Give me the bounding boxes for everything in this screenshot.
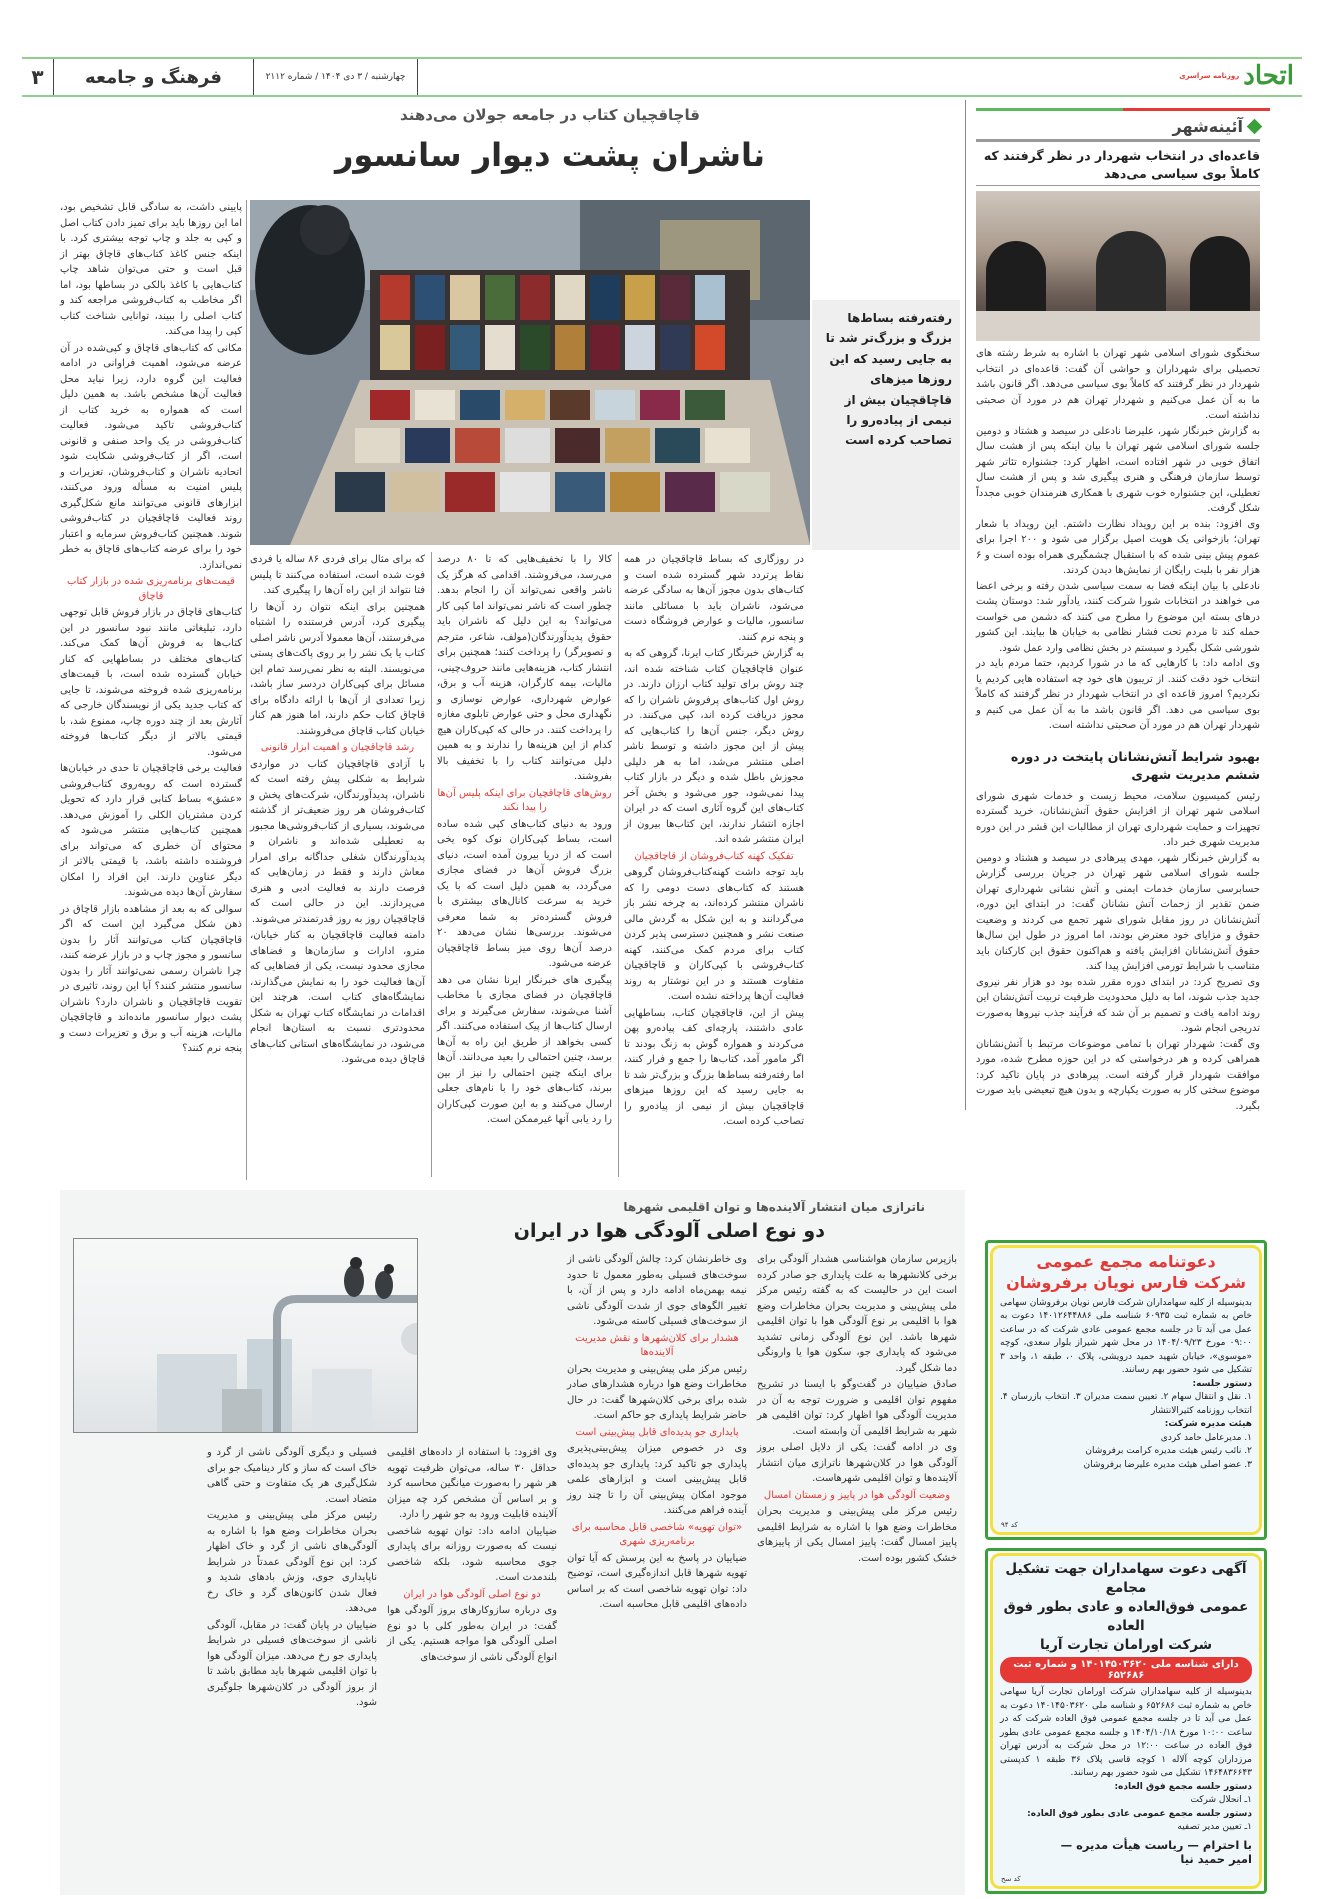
paragraph: ضیاییان در پایان گفت: در مقابل، آلودگی ناشی از سوخت‌های فسیلی در شرایط پایداری جو رخ می‌دهد. میزان آلودگی هوا با توان اقلیمی شهرها باید مطابق باشد تا از بروز آلودگی در کلان‌شهرها جلوگیری شود.	[207, 1619, 377, 1708]
paragraph: ضیاییان در پاسخ به این پرسش که آیا توان تهویه شهرها قابل اندازه‌گیری است، توضیح داد: توان تهویه شاخصی است که بر اساس داده‌های اقلیمی قابل محاسبه است.	[567, 1552, 747, 1610]
ad1-body: بدینوسیله از کلیه سهامداران شرکت فارس نویان برفروشان سهامی خاص به شماره ثبت ۶۰۹۳۵ شناسه ملی ۱۴۰۱۲۶۴۴۸۸۶ دعوت به عمل می آید تا در جلسه مجمع عمومی عادی شرکت که در ساعت ۰۹:۰۰ مورخ ۱۴۰۴/۰۹/۲۳ در محل شهر شیراز بلوار سعدی، کوچه «موسوی»، خیابان شهید حمید درویشی، پلاک ۰، طبقه ۱، واحد ۳ تشکیل می شود حضور بهم رسانند.	[1000, 1297, 1252, 1376]
bottom-column-1	[757, 1252, 957, 1882]
subheading: دو نوع اصلی آلودگی هوا در ایران	[403, 1588, 541, 1600]
ad1-board-1: ۱. مدیرعامل حامد کردی	[1160, 1432, 1252, 1443]
ad2-agenda1-title: دستور جلسه مجمع فوق العاده:	[1114, 1781, 1252, 1792]
ad1-agenda-title: دستور جلسه:	[1192, 1378, 1252, 1389]
ad2-agenda1-item: ۱ـ انحلال شرکت	[1190, 1795, 1252, 1806]
paragraph: صادق ضیاییان در گفت‌وگو با ایسنا در تشریح مفهوم توان اقلیمی و ضرورت توجه به آن در مدیریت آلودگی هوا اظهار کرد: توان اقلیمی هر شهر به شرایط اقلیمی آن وابسته است.	[757, 1379, 957, 1437]
paragraph: پیگیری های خبرنگار ایرنا نشان می دهد قاچاقچیان در فضای مجازی با مخاطب آشنا می‌شوند، سفارش می‌گیرند و برای ارسال کتاب‌ها از پیک استفاده می‌کنند. اگر کسی بخواهد از طریق این راه به آن‌ها برسد، چنین احتمالی را بعید می‌دانند. آن‌ها برای اینکه چنین احتمالی را نیز از بین ببرند، کتاب‌های خود را با نام‌های جعلی ارسال می‌کنند و به این صورت کپی‌کاران را رد یابی آنها غیرممکن است.	[437, 974, 612, 1125]
sidebar-story1-body	[976, 346, 1260, 734]
paragraph: فسیلی و دیگری آلودگی ناشی از گرد و خاک است که ساز و کار دینامیک جو برای شکل‌گیری هر یک متفاوت و حتی گاهی متضاد است.	[207, 1447, 377, 1505]
paragraph: که برای مثال برای فردی ۸۶ ساله یا فردی فوت شده است، استفاده می‌کنند تا پلیس فتا نتواند از این راه آن‌ها را پیگیری کند.	[250, 554, 425, 596]
ad1-agenda: ۱. نقل و انتقال سهام ۲. تعیین سمت مدیران ۳. انتخاب بازرسان ۴. انتخاب روزنامه کثیرالانتشار	[1000, 1392, 1252, 1416]
paragraph: ضیاییان ادامه داد: توان تهویه شاخصی نیست که به‌صورت روزانه برای پایداری جوی محاسبه شود، بلکه شاخصی بلندمدت است.	[387, 1525, 557, 1583]
council-meeting-photo	[976, 191, 1260, 341]
bottom-headline: دو نوع اصلی آلودگی هوا در ایران	[513, 1220, 825, 1242]
paragraph: سوالی که به بعد از مشاهده بازار قاچاق در ذهن شکل می‌گیرد این است که اگر قاچاقچیان کتاب می‌توانند آثار را بدون سانسور و مجوز چاپ و در بازار عرضه کنند، چرا ناشران رسمی نمی‌توانند آثار را بدون سانسور منتشر کنند؟ آیا این روند، تاثیری در تقویت قاچاقچیان و ناشران دارد؟ ناشران پشت دیوار سانسور مانده‌اند و قاچاقچیان مالیات، هزینه آب و برق و تعزیرات دست و پنجه نرم کنند؟	[60, 903, 242, 1054]
main-column-1	[624, 552, 804, 1182]
page-number: ۳	[31, 65, 44, 89]
paragraph: رئیس مرکز ملی پیش‌بینی و مدیریت بحران مخاطرات وضع هوا درباره هشدارهای صادر شده برای برخی کلان‌شهرها گفت: در حال حاضر شرایط پایداری جو حاکم است.	[567, 1363, 747, 1421]
paragraph: وی افزود: با استفاده از داده‌های اقلیمی حداقل ۳۰ ساله، می‌توان ظرفیت تهویه هر شهر را به‌صورت میانگین محاسبه کرد و بر اساس آن مشخص کرد چه میزان آلاینده قابلیت ورود به جو شهر را دارد.	[387, 1447, 557, 1520]
pull-quote: رفته‌رفته بساط‌ها بزرگ و بزرگ‌تر شد تا به جایی رسید که این روزها میزهای قاچاقچیان بیش از نیمی از پیاده‌رو را تصاحب کرده است	[812, 300, 960, 550]
page-header	[22, 57, 1302, 97]
ad2-title-2: عمومی فوق‌العاده و عادی بطور فوق العاده	[1003, 1598, 1249, 1634]
paragraph: وی تصریح کرد: در ابتدای دوره مقرر شده بود دو هزار نفر نیروی جدید جذب شوند، اما به دلیل محدودیت ظرفیت تربیت آتش‌نشان این روند ادامه یافت و تصمیم بر آن شد که فرآیند جذب نیروها به‌صورت تدریجی انجام شود.	[976, 976, 1260, 1035]
bottom-article	[60, 1190, 965, 1895]
polluted-city-photo	[73, 1238, 418, 1433]
paragraph: وی افزود: بنده بر این رویداد نظارت داشتم. این رویداد با شعار تهران؛ بازخوانی یک هویت اصیل برگزار می شود و ۲۰۰ اجرا برای عموم پیش بینی شده که با استقبال چشمگیری همراه بوده است و ۶ هزار نفر با بلیت رایگان از نمایش‌ها دیدن کردند.	[976, 518, 1260, 576]
sidebar-story2-body	[976, 789, 1260, 1115]
section-title: فرهنگ و جامعه	[85, 66, 222, 88]
subheading: وضعیت آلودگی هوا در پاییز و زمستان امسال	[763, 1489, 951, 1501]
paragraph: نادعلی با بیان اینکه فضا به سمت سیاسی شدن رفته و برخی اعضا می خواهند در انتخابات شورا شرکت کنند، یادآور شد: دوستان پشت درهای بسته این موضوع را مطرح می کنند که دشمن می خواست حمله کند تا مردم تحت فشار نظامی به خیابان ها بیایند. این کشور شورشی شکل بگیرد و سیستم در بخش نظامی وارد عمل شود.	[976, 580, 1260, 654]
main-column-1-overflow-spacer	[810, 560, 960, 1180]
paragraph: به گزارش خبرنگار کتاب ایرنا، گروهی که به عنوان قاچاقچیان کتاب شناخته شده اند، چند روش برای تولید کتاب ارزان دارند. در روش اول کتاب‌های پرفروش ناشران را که مجوز دریافت کرده اند، کپی می‌کنند. در روش دیگر، جنس آن‌ها را کتاب‌هایی که پیش از این مجوز داشته و توسط ناشر اصلی منتشر می‌شد، اما به هر دلیلی مجوزش باطل شده و دیگر در بازار کتاب پیدا نمی‌شود، جور می‌شود و بخش آخر کتاب‌های این گروه آثاری است که در ایران اجازه انتشار ندارند، این کتاب‌ها بیرون از ایران منتشر شده اند.	[624, 648, 804, 845]
paragraph: در روزگاری که بساط قاچاقچیان در همه نقاط پرتردد شهر گسترده شده است و کتاب‌های بدون مجوز آن‌ها به سادگی عرضه می‌شود، ناشران باید با مسائلی مانند سانسور، مالیات و عوارض فروشگاه دست و پنجه نرم کنند.	[624, 554, 804, 643]
main-column-3	[250, 552, 425, 1182]
ad1-company: شرکت فارس نویان برفروشان	[1006, 1272, 1246, 1292]
ad2-signature: با احترام — ریاست هیأت مدیره — امیر حمید نیا	[1060, 1837, 1252, 1866]
main-column-4	[60, 200, 242, 1185]
paragraph: پیش از این، قاچاقچیان کتاب، بساطهایی عادی داشتند، پارچه‌ای کف پیاده‌رو پهن می‌کردند و همواره گوش به زنگ بودند تا اگر مامور آمد، کتاب‌ها را جمع و فرار کنند، اما رفته‌رفته بساط‌ها بزرگ و بزرگ‌تر شد تا به جایی رسید که این روزها میزهای قاچاقچیان بیش از نیمی از پیاده‌رو را تصاحب کرده است.	[624, 1007, 804, 1127]
paragraph: وی ادامه داد: با کارهایی که ما در شورا کردیم، حتما مردم باید در انتخاب خود دقت کنند. از تریبون های خود چه استفاده هایی کردیم یا نکردیم؟ امروز قاعده ای در انتخاب شهردار در نظر گرفتند که کاملاً بوی سیاسی می دهد. اگر قانون باشد ما به آن عمل می کنیم و شهردار تهران هم در مورد آن صحبتی نداشته است.	[976, 658, 1260, 731]
main-column-2	[437, 552, 612, 1182]
ad2-agenda2-item: ۱ـ تعیین مدیر تصفیه	[1177, 1822, 1252, 1833]
bottom-column-3	[387, 1445, 557, 1885]
subheading: رشد قاچاقچیان و اهمیت ابزار قانونی	[260, 742, 415, 753]
diamond-icon	[1247, 119, 1263, 135]
ad2-title-1: آگهی دعوت سهامداران جهت تشکیل مجامع	[1005, 1561, 1247, 1596]
paragraph: کتاب‌های قاچاق در بازار فروش قابل توجهی دارد، تبلیغاتی مانند نبود سانسور در این کتاب‌ها به فروش آن‌ها کمک می‌کند. کتاب‌های مختلف در بساطهایی که کنار خیابان گسترده شده است، با قیمت‌های برنامه‌ریزی شده فروخته می‌شوند، تا جایی که کتاب جدید یکی از نویسندگان خارجی که آثارش بعد از چند دوره چاپ، ممنوع شد، با قیمتی بالاتر از دیگر کتاب‌ها فروخته می‌شود.	[60, 607, 242, 758]
main-headline: ناشران پشت دیوار سانسور	[335, 136, 765, 174]
book-stall-illustration	[250, 200, 810, 545]
section-cell	[54, 59, 254, 95]
paragraph: ورود به دنیای کتاب‌های کپی شده ساده است، بساط کپی‌کاران نوک کوه یخی است که از دریا بیرون آمده است، دنیای بزرگ فروش آن‌ها در فضای مجازی می‌گردد، به همین دلیل است که با یک خرید به سرعت کانال‌های بیشتری با فروش گسترده‌تر به شما معرفی می‌شوند. بررسی‌ها نشان می‌دهد ۲۰ درصد آن‌ها روی میز بساط قاچاقچیان عرضه می‌شود.	[437, 818, 612, 969]
paragraph: وی در ادامه گفت: یکی از دلایل اصلی بروز آلودگی هوا در کلان‌شهرها ناترازی میان انتشار آلاینده‌ها و توان اقلیمی شهرهاست.	[757, 1442, 957, 1484]
subheading: پایداری جو پدیده‌ای قابل پیش‌بینی است	[575, 1426, 739, 1438]
bottom-kicker: ناترازی میان انتشار آلاینده‌ها و توان اقلیمی شهرها	[623, 1200, 925, 1214]
paragraph: فعالیت برخی قاچاقچیان تا حدی در خیابان‌ها گسترده است که رو‌به‌روی کتاب‌فروشی «عشق» بساط کتابی قرار دارد که تحویل کردن مشتریان الکلی را آموزش می‌دهد. همچنین کتاب‌هایی منتشر می‌شود که محتوای آن خطری که می‌تواند برای فروشنده داشته باشد، با قیمتی بالاتر از دیگر عناوین دارند. این افراد را امکان سفارش آن‌ها دیده می‌شوند.	[60, 763, 242, 898]
ad1-board-title: هیئت مدیره شرکت:	[1164, 1419, 1252, 1430]
paragraph: باید توجه داشت کهنه‌کتاب‌فروشان گروهی هستند که کتاب‌های دست دومی را که ناشران منتشر کرده‌اند، به چرخه نشر باز می‌گردانند و به این شکل به گردش مالی صنعت نشر و همچنین دسترسی پذیر کردن کتاب برای مردم کمک می‌کنند، کهنه کتاب‌فروشی با کپی‌کاران و قاچاقچیان متفاوت هستند و در این نوشتار به روند فعالیت آن‌ها پرداخته نشده است.	[624, 867, 804, 1002]
paragraph: وی خاطرنشان کرد: چالش آلودگی ناشی از سوخت‌های فسیلی به‌طور معمول تا حدود نیمه بهمن‌ماه ادامه دارد و پس از آن، با تغییر الگوهای جوی از شدت آلودگی ناشی از سوخت‌های فسیلی کاسته می‌شود.	[567, 1254, 747, 1327]
sidebar-story1-title: قاعده‌ای در انتخاب شهردار در نظر گرفتند که کاملاً بوی سیاسی می‌دهد	[976, 147, 1260, 186]
subheading: «توان تهویه» شاخصی قابل محاسبه برای برنامه‌ریزی شهری	[571, 1521, 743, 1547]
ad-general-assembly-farsnovian	[985, 1240, 1267, 1540]
main-photo-book-stall	[250, 200, 810, 545]
page-number-cell	[22, 59, 54, 95]
ad2-registration-banner: دارای شناسه ملی ۱۴۰۱۴۵۰۳۶۲۰ و شماره ثبت ۶۵۲۶۸۶	[1000, 1657, 1252, 1683]
paragraph: به گزارش خبرنگار شهر، مهدی پیرهادی در سیصد و هشتاد و دومین جلسه شورای اسلامی شهر تهران در جریان بررسی گزارش حسابرسی سازمان خدمات ایمنی و آتش نشانی شهرداری تهران ضمن تقدیر از زحمات آتش نشانان گفت: در ابتدای این دوره، آتش‌نشانان در روز مقابل شورای شهر تجمع می کردند و وضعیت حقوق و مزایای خود معترض بودند، اما امروز در طول این سال‌ها حقوق آتش‌نشانان افزایش یافته و هم‌اکنون حقوق این کارکنان باید متناسب با شرایط تورمی افزایش پیدا کند.	[976, 852, 1260, 973]
paragraph: رئیس مرکز ملی پیش‌بینی و مدیریت بحران مخاطرات وضع هوا با اشاره به شرایط اقلیمی پاییز امسال گفت: پاییز امسال یکی از پاییزهای خشک کشور بوده است.	[757, 1506, 957, 1564]
paragraph: دامنه فعالیت قاچاقچیان به کنار خیابان، مترو، ادارات و سازمان‌ها و فضاهای مجازی محدود نیست، یکی از فضاهایی که آن‌ها فعالیت خود را به نمایش می‌گذارند، نمایشگاه‌های کتاب است. هرچند این اقدامات در نمایشگاه کتاب تهران به شکل محدودتری نسبت به استان‌ها انجام می‌شود، در نمایشگاه‌های استانی کتاب‌های قاچاق دیده می‌شود.	[250, 930, 425, 1065]
ad1-board-2: ۲. نائب رئیس هیئت مدیره کرامت برفروشان	[1085, 1446, 1252, 1457]
paragraph: رئیس کمیسیون سلامت، محیط زیست و خدمات شهری شورای اسلامی شهر تهران از افزایش حقوق آتش‌نشانان، خرید گسترده تجهیزات و حمایت شهرداری تهران از مطالبات این قشر در این دوره مدیریت شهری خبر داد.	[976, 790, 1260, 849]
paragraph: وی درباره سازوکارهای بروز آلودگی هوا گفت: در ایران به‌طور کلی با دو نوع اصلی آلودگی هوا مواجه هستیم. یکی از انواع آلودگی ناشی از سوخت‌های	[387, 1605, 557, 1663]
ad-shareholders-oraman	[985, 1548, 1267, 1894]
color-bar	[976, 108, 1270, 111]
issue-date: چهارشنبه / ۳ دی ۱۴۰۴ / شماره ۲۱۱۲	[265, 72, 406, 82]
ad1-board-3: ۳. عضو اصلی هیئت مدیره علیرضا برفروشان	[1083, 1459, 1252, 1470]
paragraph: سخنگوی شورای اسلامی شهر تهران با اشاره به شرط رشته های تحصیلی برای شهرداران و حواشی آن گفت: قاعده‌ای در انتخاب شهردار در نظر گرفتند که کاملاً بوی سیاسی می‌دهد. اگر قانون باشد ما به آن عمل می‌کنیم و شهردار تهران هم در مورد آن صحبتی نداشته است.	[976, 348, 1260, 421]
newspaper-logo: اتحاد روزنامه سراسری	[1179, 61, 1294, 91]
ad1-code: کد ۹۴	[1001, 1521, 1018, 1529]
subheading: هشدار برای کلان‌شهرها و نقش مدیریت آلاینده‌ها	[575, 1332, 739, 1358]
subheading: قیمت‌های برنامه‌ریزی شده در بازار کتاب قاچاق	[67, 576, 235, 602]
paragraph: کالا را با تخفیف‌هایی که تا ۸۰ درصد می‌رسد، می‌فروشند. اقدامی که هرگز یک ناشر واقعی نمی‌تواند آن را انجام بدهد. چطور است که ناشر نمی‌تواند اما کپی کار می‌تواند؟ به این دلیل که ناشران باید حقوق پدیدآورندگان(مولف، شاعر، مترجم و تصویرگر) را پرداخت کنند؛ همچنین برای انتشار کتاب، هزینه‌هایی مانند حروف‌چینی، مالیات، بیمه کارگران، هزینه آب و برق، عوارض شهرداری، عوارض نوسازی و نگهداری محل و حتی عوارض تابلوی مغازه را پرداخت کنند. در حالی که کپی‌کاران هیچ کدام از این هزینه‌ها را ندارند و به همین دلیل می‌توانند کتاب را با تخفیف بالا بفروشند.	[437, 554, 613, 782]
paragraph: وی گفت: شهردار تهران با تمامی موضوعات مرتبط با آتش‌نشانان همراهی کرده و هر درخواستی که در این حوزه مطرح شده، مورد موافقت شهردار قرار گرفته است. پیرهادی در پایان تاکید کرد: موضوع سختی کار به صورت یکپارچه و بدون هیچ تبعیضی باید صورت بگیرد.	[976, 1038, 1260, 1112]
main-kicker: قاچاقچیان کتاب در جامعه جولان می‌دهند	[400, 106, 700, 124]
date-cell	[254, 59, 418, 95]
paragraph: پایینی داشت، به سادگی قابل تشخیص بود، اما این روزها باید برای تمیز دادن کتاب اصل و کپی به جلد و چاپ توجه بیشتری کرد. با اینکه جنس کاغذ کتاب‌های قاچاق بهتر از قبل است و حتی می‌توان شاهد چاپ کتاب‌هایی با کاغذ بالکی در بساطها بود، اما اگر مخاطب به کتاب‌فروشی مراجعه کند و کتاب اصلی را ببیند، توانایی شناخت کتاب کپی را پیدا می‌کند.	[60, 202, 242, 337]
paragraph: همچنین برای اینکه نتوان رد آن‌ها را پیگیری کرد، آدرس فرستنده را اشتباه می‌فرستند، آن‌ها معمولا آدرس ناشر اصلی کتاب یا یک نشر را بر روی پاکت‌های پستی می‌نویسند. البته به نظر نمی‌رسد تمام این مسائل برای کپی‌کاران دردسر ساز باشد، زیرا تعدادی از آن‌ها با ارائه دادگاه برای قاچاق کتاب حکم دارند، اما هنوز هم کنار خیابان کتاب قاچاق می‌فروشند.	[250, 601, 425, 737]
ad2-code: کد سح	[1001, 1875, 1021, 1883]
subheading: روش‌های قاچاقچیان برای اینکه پلیس آن‌ها را پیدا نکند	[437, 787, 612, 813]
ad2-agenda2-title: دستور جلسه مجمع عمومی عادی بطور فوق العاده:	[1027, 1808, 1252, 1819]
sidebar-story2-title: بهبود شرایط آتش‌نشانان پایتخت در دوره ششم مدیریت شهری	[1010, 748, 1260, 782]
bottom-column-4	[207, 1445, 377, 1885]
paragraph: مکانی که کتاب‌های قاچاق و کپی‌شده در آن عرضه می‌شود، اهمیت فراوانی در ادامه فعالیت این گروه دارد، زیرا نباید محل فعالیت آن‌ها مشخص باشد. به همین دلیل است که همواره به خرید کتاب از کتاب‌فروشی تاکید می‌شود. فعالیت کتاب‌فروشی در یک واحد صنفی و قانونی است، اگر از کتاب‌فروشی شکایت شود اتحادیه ناشران و کتاب‌فروشان، تعزیرات و پلیس امنیت به مسأله ورود می‌کنند، ابزارهای قانونی می‌توانند مانع شکل‌گیری روند فعالیت قاچاقچیان در کتاب‌فروشی شوند. همچنین کتاب‌فروش سرمایه و اعتبار خود را برای عرضه کتاب‌های قاچاق به خطر نمی‌اندازد.	[60, 342, 242, 571]
subheading: تفکیک کهنه کتاب‌فروشان از قاچاقچیان	[634, 850, 794, 862]
sidebar-city-mirror	[965, 100, 1270, 1110]
sidebar-heading: آئینه‌شهر	[976, 117, 1260, 142]
ad2-body: بدینوسیله از کلیه سهامداران شرکت اورامان تجارت آریا سهامی خاص به شماره ثبت ۶۵۲۶۸۶ و شناسه ملی ۱۴۰۱۴۵۰۳۶۲۰ دعوت به عمل می آید تا در جلسه مجمع عمومی فوق العاده شرکت که در ساعت ۱۰:۰۰ مورخ ۱۴۰۴/۱۰/۱۸ و جلسه مجمع عمومی عادی بطور فوق العاده در ساعت ۱۲:۰۰ در محل شرکت به آدرس تهران مرزداران کوچه آلاله ۱ کوچه قاسی پلاک ۳۶ طبقه ۱ کدپستی ۱۴۶۴۸۳۶۶۴۳ تشکیل می شود حضور بهم رسانند.	[1000, 1687, 1253, 1779]
paragraph: بازپرس سازمان هواشناسی هشدار آلودگی برای برخی کلانشهرها به علت پایداری جو صادر کرده است این در حالیست که به گفته رئیس مرکز ملی پیش‌بینی و مدیریت بحران مخاطرات وضع هوا با اقلیمی بر نوع آلودگی هوا با توان اقلیمی شهرها باشد. این نوع آلودگی زمانی تشدید می‌شود که پایداری جو، سکون هوا یا وارونگی دما شکل گیرد.	[757, 1254, 957, 1374]
bottom-column-2	[567, 1252, 747, 1882]
ad2-company: شرکت اورامان تجارت آریا	[1039, 1636, 1213, 1653]
ad1-title: دعوتنامه مجمع عمومی	[1036, 1252, 1216, 1271]
city-haze-illustration	[73, 1239, 417, 1433]
paragraph: وی در خصوص میزان پیش‌بینی‌پذیری پایداری جو تاکید کرد: پایداری جو پدیده‌ای قابل پیش‌بینی است و ابزارهای علمی موجود امکان پیش‌بینی آن را تا چند روز آینده فراهم می‌کنند.	[567, 1443, 747, 1516]
paragraph: رئیس مرکز ملی پیش‌بینی و مدیریت بحران مخاطرات وضع هوا با اشاره به آلودگی‌های ناشی از گرد و خاک اظهار کرد: این نوع آلودگی عمدتاً در شرایط ناپایداری جوی، وزش بادهای شدید و فعال شدن کانون‌های گرد و خاک رخ می‌دهد.	[207, 1510, 377, 1614]
paragraph: به گزارش خبرنگار شهر، علیرضا نادعلی در سیصد و هشتاد و دومین جلسه شورای اسلامی شهر تهران با بیان اینکه پس از هشت سال اتفاق خوبی در شهر افتاده است، اظهار کرد: جشنواره تئاتر شهر توسط سازمان فرهنگی و هنری پیگیری شد و پس از هشت سال تعطیلی، این جشنواره خوب شهری با همکاری هنرمندان خوبی مجدداً شکل گرفت.	[976, 425, 1260, 514]
paragraph: با آزادی قاچاقچیان کتاب در مواردی شرایط به شکلی پیش رفته است که ناشران، پدیدآورندگان، شرکت‌های پخش و کتاب‌فروشان هر روز ضعیف‌تر از گذشته می‌شوند، بسیاری از کتاب‌فروشی‌ها مجبور به تعطیلی شده‌اند و ناشران و پدیدآورندگان شغلی جداگانه برای امرار معاش دارند و فقط در زمان‌هایی که فرصت دارند به فعالیت ادبی و هنری می‌پردازند. این در حالی است که قاچاقچیان روز به روز قدرتمندتر می‌شوند.	[250, 758, 425, 925]
